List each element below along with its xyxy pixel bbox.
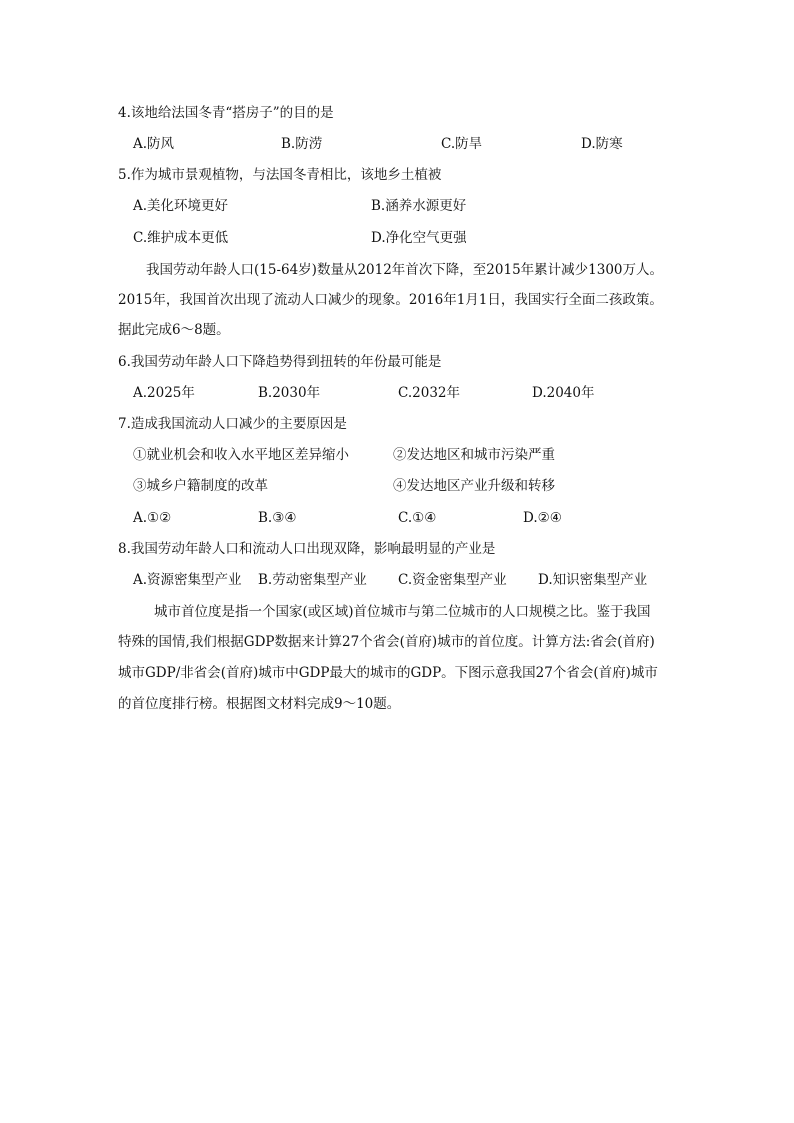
question-4-option-b: B.防涝 (281, 136, 323, 152)
passage-1-line-1: 我国劳动年龄人口(15-64岁)数量从2012年首次下降，至2015年累计减少1300万人。 (146, 262, 664, 278)
question-6-option-c: C.2032年 (398, 385, 460, 401)
question-5-stem: 5.作为城市景观植物，与法国冬青相比，该地乡土植被 (118, 167, 442, 183)
question-7-option-d: D.②④ (523, 510, 562, 526)
question-5-option-c: C.维护成本更低 (133, 230, 229, 246)
question-7-statement-2: ②发达地区和城市污染严重 (393, 447, 555, 463)
question-7-statement-3: ③城乡户籍制度的改革 (133, 478, 268, 494)
question-4-option-d: D.防寒 (581, 136, 623, 152)
question-5-option-b: B.涵养水源更好 (371, 198, 467, 214)
question-5-option-d: D.净化空气更强 (371, 230, 467, 246)
passage-2-line-2: 特殊的国情,我们根据GDP数据来计算27个省会(首府)城市的首位度。计算方法:省会(首府) (118, 634, 655, 650)
question-7-statement-4: ④发达地区产业升级和转移 (393, 478, 555, 494)
passage-1-line-2: 2015年，我国首次出现了流动人口减少的现象。2016年1月1日，我国实行全面二孩政策。 (118, 292, 663, 308)
question-7-option-a: A.①② (133, 510, 172, 526)
question-4-option-c: C.防旱 (441, 136, 483, 152)
question-8-option-d: D.知识密集型产业 (538, 572, 648, 588)
question-6-stem: 6.我国劳动年龄人口下降趋势得到扭转的年份最可能是 (118, 354, 442, 370)
question-6-option-d: D.2040年 (532, 385, 595, 401)
question-8-stem: 8.我国劳动年龄人口和流动人口出现双降，影响最明显的产业是 (118, 541, 496, 557)
question-5-option-a: A.美化环境更好 (133, 198, 229, 214)
question-8-option-b: B.劳动密集型产业 (258, 572, 367, 588)
question-7-option-c: C.①④ (398, 510, 437, 526)
passage-2-line-4: 的首位度排行榜。根据图文材料完成9～10题。 (118, 696, 401, 712)
question-8-option-a: A.资源密集型产业 (133, 572, 242, 588)
question-7-statement-1: ①就业机会和收入水平地区差异缩小 (133, 447, 349, 463)
question-6-option-b: B.2030年 (258, 385, 321, 401)
question-7-stem: 7.造成我国流动人口减少的主要原因是 (118, 416, 347, 432)
passage-1-line-3: 据此完成6～8题。 (118, 322, 230, 338)
passage-2-line-1: 城市首位度是指一个国家(或区域)首位城市与第二位城市的人口规模之比。鉴于我国 (154, 604, 651, 620)
question-8-option-c: C.资金密集型产业 (398, 572, 507, 588)
question-4-option-a: A.防风 (133, 136, 175, 152)
passage-2-line-3: 城市GDP/非省会(首府)城市中GDP最大的城市的GDP。下图示意我国27个省会(首府)城市 (118, 665, 658, 681)
question-4-stem: 4.该地给法国冬青“搭房子”的目的是 (118, 105, 334, 121)
question-7-option-b: B.③④ (258, 510, 297, 526)
question-6-option-a: A.2025年 (133, 385, 195, 401)
